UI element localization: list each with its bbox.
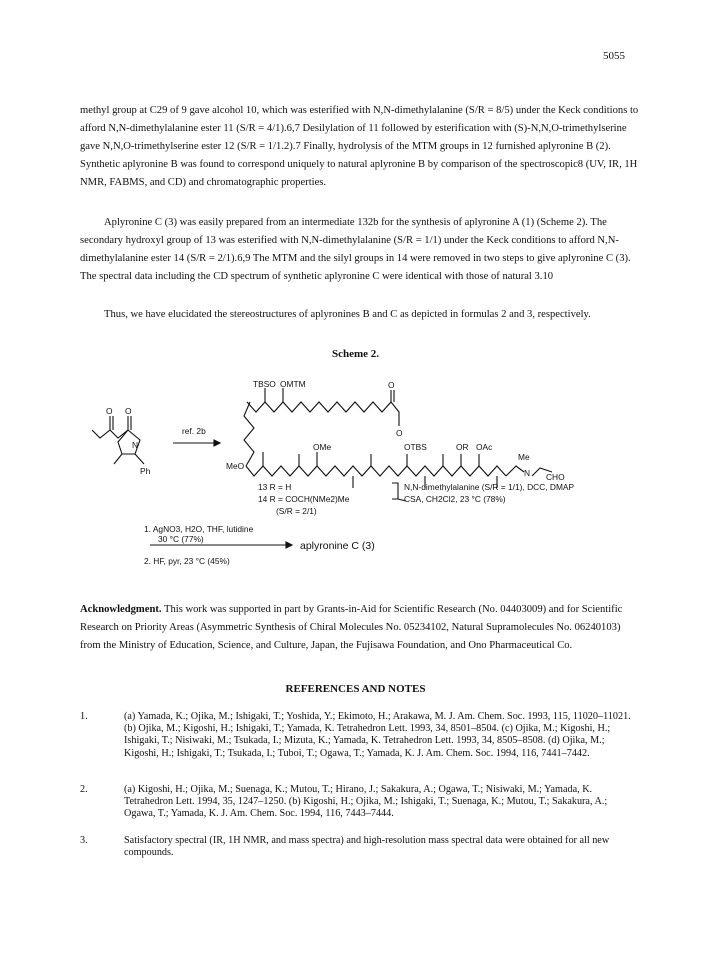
label-n-2: N xyxy=(524,468,531,478)
label-or: OR xyxy=(456,442,469,452)
label-me: Me xyxy=(518,452,530,462)
references-title: REFERENCES AND NOTES xyxy=(285,683,426,695)
acknowledgment-heading: Acknowledgment. xyxy=(80,604,162,615)
label-n: N xyxy=(132,440,139,450)
label-cho: CHO xyxy=(546,472,565,482)
page-number: 5055 xyxy=(603,50,625,62)
reference-item xyxy=(80,835,640,859)
acknowledgment-text: This work was supported in part by Grants-in-Aid for Scientific Research (No. 04403009) and for Scientific Research on Priority Areas (Asymmetric Synthesis of Chiral Molecules No. 05234102, Natural Supramolecules No. 06240103) from the Ministry of Education, Science, and Culture, Japan, the Fujisawa Foundation, and Ono Pharmaceutical Co. xyxy=(80,604,623,651)
arrow-label: ref. 2b xyxy=(182,426,206,436)
body-paragraph-3: Thus, we have elucidated the stereostructures of aplyronines B and C as depicted in formulas 2 and 3, respectively. xyxy=(104,309,591,320)
step-1b: 30 °C (77%) xyxy=(158,534,204,544)
macrolide-structure xyxy=(244,388,552,488)
reference-text: (a) Yamada, K.; Ojika, M.; Ishigaki, T.; Yoshida, Y.; Ekimoto, H.; Arakawa, M. J. Am. Chem. Soc. 1993, 115, 11020–11021. (b) Ojika, M.; Kigoshi, H.; Ishigaki, T.; Yamada, K. Tetrahedron Lett. 1993, 34, 8501–8504. (c) Ojika, M.; Kigoshi, H.; Ishigaki, T.; Nisiwaki, M.; Tsukada, I.; Mizuta, K.; Yamada, K. Tetrahedron Lett. 1993, 34, 8505–8508. (d) Ojika, M.; Kigoshi, H.; Ishigaki, T.; Tsukada, I.; Tuboi, T.; Ogawa, T.; Yamada, K. J. Am. Chem. Soc. 1994, 116, 7441–7442. xyxy=(124,711,631,759)
body-paragraph-2: Aplyronine C (3) was easily prepared from an intermediate 132b for the synthesis of aplyronine A (1) (Scheme 2). The secondary hydroxyl group of 13 was esterified with N,N-dimethylalanine (S/R = 1/1) under the Keck conditions to afford N,N-dimethylalanine ester 14 (S/R = 2/1).6,9 The MTM and the silyl groups in 14 were removed in two steps to give aplyronine C (3). The spectral data including the CD spectrum of synthetic aplyronine C were identical with those of natural 3.10 xyxy=(80,217,631,282)
step-1a: 1. AgNO3, H2O, THF, lutidine xyxy=(144,524,254,534)
scheme-diagram xyxy=(0,368,711,588)
conditions-line-2: CSA, CH2Cl2, 23 °C (78%) xyxy=(404,494,506,504)
label-o-3: O xyxy=(388,380,395,390)
product-label: aplyronine C (3) xyxy=(300,540,375,552)
label-otbs: OTBS xyxy=(404,442,427,452)
conditions-line-1: N,N-dimethylalanine (S/R = 1/1), DCC, DMAP xyxy=(404,482,575,492)
label-o-1: O xyxy=(106,406,113,416)
reference-number: 1. xyxy=(80,711,88,722)
reference-item xyxy=(80,784,640,821)
label-ph: Ph xyxy=(140,466,151,476)
step-2: 2. HF, pyr, 23 °C (45%) xyxy=(144,556,230,566)
label-oac: OAc xyxy=(476,442,493,452)
reference-number: 2. xyxy=(80,784,88,795)
compound-14-ratio: (S/R = 2/1) xyxy=(276,506,317,516)
label-omtm: OMTM xyxy=(280,379,306,389)
label-o-4: O xyxy=(396,428,403,438)
acknowledgment xyxy=(80,601,640,655)
reference-text: Satisfactory spectral (IR, 1H NMR, and mass spectra) and high-resolution mass spectral data were obtained for all new compounds. xyxy=(124,835,610,859)
reference-number: 3. xyxy=(80,835,88,846)
compound-13-label: 13 R = H xyxy=(258,482,292,492)
label-ome: OMe xyxy=(313,442,332,452)
reference-text: (a) Kigoshi, H.; Ojika, M.; Suenaga, K.; Mutou, T.; Hirano, J.; Sakakura, A.; Ogawa, T.; Nisiwaki, M.; Yamada, K. Tetrahedron Lett. 1994, 35, 1247–1250. (b) Kigoshi, H.; Ojika, M.; Ishigaki, T.; Suenaga, K.; Mutou, T.; Sakakura, A.; Ogawa, T.; Yamada, K. J. Am. Chem. Soc. 1994, 116, 7443–7444. xyxy=(124,784,608,820)
compound-14-label: 14 R = COCH(NMe2)Me xyxy=(258,494,350,504)
reference-item xyxy=(80,711,640,760)
label-tbso: TBSO xyxy=(253,379,276,389)
body-paragraph-1: methyl group at C29 of 9 gave alcohol 10, which was esterified with N,N-dimethylalanine (S/R = 8/5) under the Keck conditions to afford N,N-dimethylalanine ester 11 (S/R = 4/1).6,7 Desilylation of 11 followed by esterification with (S)-N,N,O-trimethylserine gave N,N,O-trimethylserine ester 12 (S/R = 1/1.2).7 Finally, hydrolysis of the MTM groups in 12 furnished aplyronine B (2). Synthetic aplyronine B was found to correspond uniquely to natural aplyronine B by comparison of the spectroscopic8 (UV, IR, 1H NMR, FABMS, and CD) and chromatographic properties. xyxy=(80,105,639,188)
label-o-2: O xyxy=(125,406,132,416)
scheme-title: Scheme 2. xyxy=(331,348,380,360)
label-meo: MeO xyxy=(226,461,245,471)
